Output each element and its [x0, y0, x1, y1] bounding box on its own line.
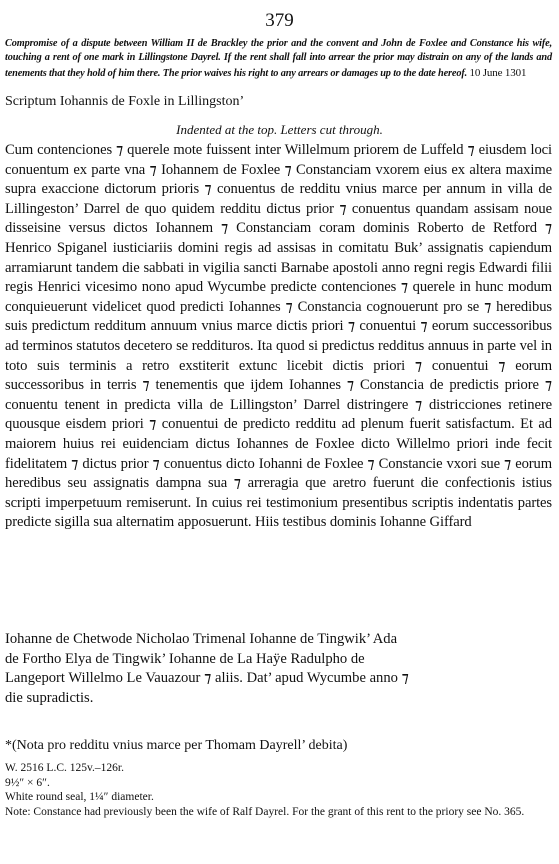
charter-text [5, 141, 552, 533]
editorial-note: Note: Constance had previously been the wife of Ralf Dayrel. For the grant of this rent to the priory see No. 365. [5, 805, 525, 818]
seal-description: White round seal, 1¼″ diameter. [5, 791, 154, 803]
charter-paragraph: Cum contenciones ⁊ querele mote fuissent inter Willelmum priorem de Luffeld ⁊ eiusdem loci conuentum ex parte vna ⁊ Iohannem de Foxlee ⁊ Constanciam vxorem eius ex altera maxime supra exaccione dictorum prioris ⁊ conuentus de redditu vnius marce per annum in villa de Lillingeston’ Darrel de quo quidem redditu dictus prior ⁊ conuentus quandam assisam noue disseisine versus dictos Iohannem ⁊ Constanciam coram dominis Roberto de Retford ⁊ Henrico Spiganel iusticiariis domini regis ad assisas in comitatu Buk’ assignatis capiendum arramiarunt tandem die sabbati in vigilia sancti Barnabe apostoli anno regni regis Edwardi filii regis Henrici vicesimo nono apud Wycumbe predicte contenciones ⁊ querele in hunc modum conquieuerunt videlicet quod predicti Iohannes ⁊ Constancia cognouerunt pro se ⁊ heredibus suis predictum redditum annuum vnius marce dictis priori ⁊ conuentui ⁊ eorum successoribus ad terminos statutos decetero se reddituros. Ita quod si predictus redditus annuus in parte vel in toto suis terminis a retro exstiterit extunc licebit dictis priori ⁊ conuentui ⁊ eorum successoribus in terris ⁊ tenementis que ijdem Iohannes ⁊ Constancia de predictis priore ⁊ conuentu tenent in predicta villa de Lillingston’ Darrel distringere ⁊ districciones retinere quousque eisdem priori ⁊ conuentui de predicto redditu ad plenum fuerit satisfactum. Et ad maiorem huius rei euidenciam dictus Iohannes de Foxlee dicto Willelmo priori inde fecit fidelitatem ⁊ dictus prior ⁊ conuentus dicto Iohanni de Foxlee ⁊ Constancie vxori sue ⁊ eorum heredibus seu assignatis dampna sua ⁊ arreragia que aretro fuerunt die confectionis istius scripti imperpetuum remiserunt. In cuius rei testimonium presentibus scriptis indentatis partes predicte sigilla sua alternatim apposuerunt. Hiis testibus dominis Iohanne Giffard [5, 142, 552, 531]
document-date: 10 June 1301 [469, 66, 527, 79]
page-number: 379 [265, 10, 294, 31]
running-header-fragment [4, 0, 64, 6]
editorial-apparatus [5, 761, 552, 819]
dimensions: 9½″ × 6″. [5, 776, 50, 789]
witness-line: Langeport Willelmo Le Vauazour ⁊ aliis. Dat’ apud Wycumbe anno ⁊ [5, 670, 409, 687]
summary-text: Compromise of a dispute between William II de Brackley the prior and the convent and John de Foxlee and Constance his wife, touching a rent of one mark in Lillingstone Dayrel. If the rent shall fall into arrear the prior may distrain on any of the lands and tenements that they hold of him there. The prior waives his right to any arrears or damages up to the date hereof. [5, 38, 552, 79]
archive-reference: W. 2516 L.C. 125v.–126r. [5, 762, 124, 774]
physical-description: Indented at the top. Letters cut through. [176, 122, 383, 137]
marginal-note: *(Nota pro redditu vnius marce per Thomam Dayrell’ debita) [5, 738, 348, 753]
source-heading: Scriptum Iohannis de Foxle in Lillingston’ [5, 94, 245, 109]
witness-line: Iohanne de Chetwode Nicholao Trimenal Iohanne de Tingwik’ Ada [5, 631, 398, 647]
document-summary [5, 37, 552, 81]
witness-line: die supradictis. [5, 689, 94, 706]
witness-line: de Fortho Elya de Tingwik’ Iohanne de La Haÿe Radulpho de [5, 650, 365, 667]
witness-list [5, 630, 552, 708]
